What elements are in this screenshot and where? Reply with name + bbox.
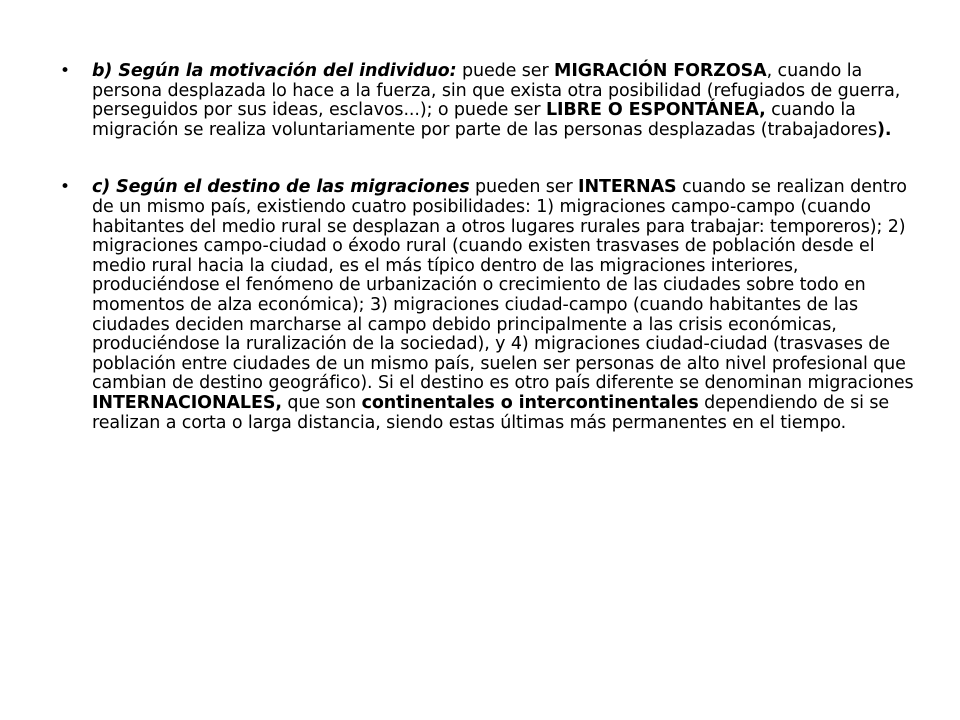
text-segment: dependiendo de si se realizan a corta o larga distancia, siendo estas últimas más permanentes en el tiempo. (92, 392, 890, 433)
text-segment: cuando se realizan dentro de un mismo país, existiendo cuatro posibilidades: 1) migraciones campo-campo (cuando habitantes del medio rural se desplazan a otros lugares rurales para trabajar: temporeros); 2) migraciones campo-ciudad o éxodo rural (cuando existen trasvases de población desde el medio rural hacia la ciudad, es el más típico dentro de las migraciones interiores, produciéndose el fenómeno de urbanización o crecimiento de las ciudades sobre todo en momentos de alza económica); 3) migraciones ciudad-campo (cuando habitantes de las ciudades deciden marcharse al campo debido principalmente a las crisis económicas, produciéndose la ruralización de la sociedad), y 4) migraciones ciudad-ciudad (trasvases de población entre ciudades de un mismo país, suelen ser personas de alto nivel profesional que cambian de destino geográfico). Si el destino es otro país diferente se denominan migraciones (92, 177, 914, 394)
heading-destination: c) Según el destino de las migraciones (92, 177, 470, 198)
text-segment: , cuando la persona desplazada lo hace a la fuerza, sin que exista otra posibilidad (refugiados de guerra, perseguidos por sus ideas, esclavos...); o puede ser (92, 61, 901, 121)
term-continental: continentales o intercontinentales (361, 392, 699, 413)
text-segment-bold: ). (877, 119, 892, 140)
term-internal: INTERNAS (578, 177, 677, 198)
heading-motivation: b) Según la motivación del individuo: (92, 61, 457, 81)
term-international: INTERNACIONALES, (92, 392, 282, 413)
text-segment: puede ser (456, 61, 555, 81)
text-segment: pueden ser (469, 177, 579, 198)
bullet-item-motivation (60, 62, 920, 140)
text-segment: que son (281, 392, 362, 413)
term-forced-migration: MIGRACIÓN FORZOSA (554, 61, 767, 81)
bullet-dot: • (60, 61, 70, 81)
bullet-list (60, 62, 920, 433)
text-segment: cuando la migración se realiza voluntariamente por parte de las personas desplazadas (trabajadores (92, 100, 878, 140)
bullet-item-destination (60, 178, 920, 433)
bullet-dot: • (60, 177, 70, 198)
term-free-migration: LIBRE O ESPONTÁNEA, (545, 100, 766, 121)
